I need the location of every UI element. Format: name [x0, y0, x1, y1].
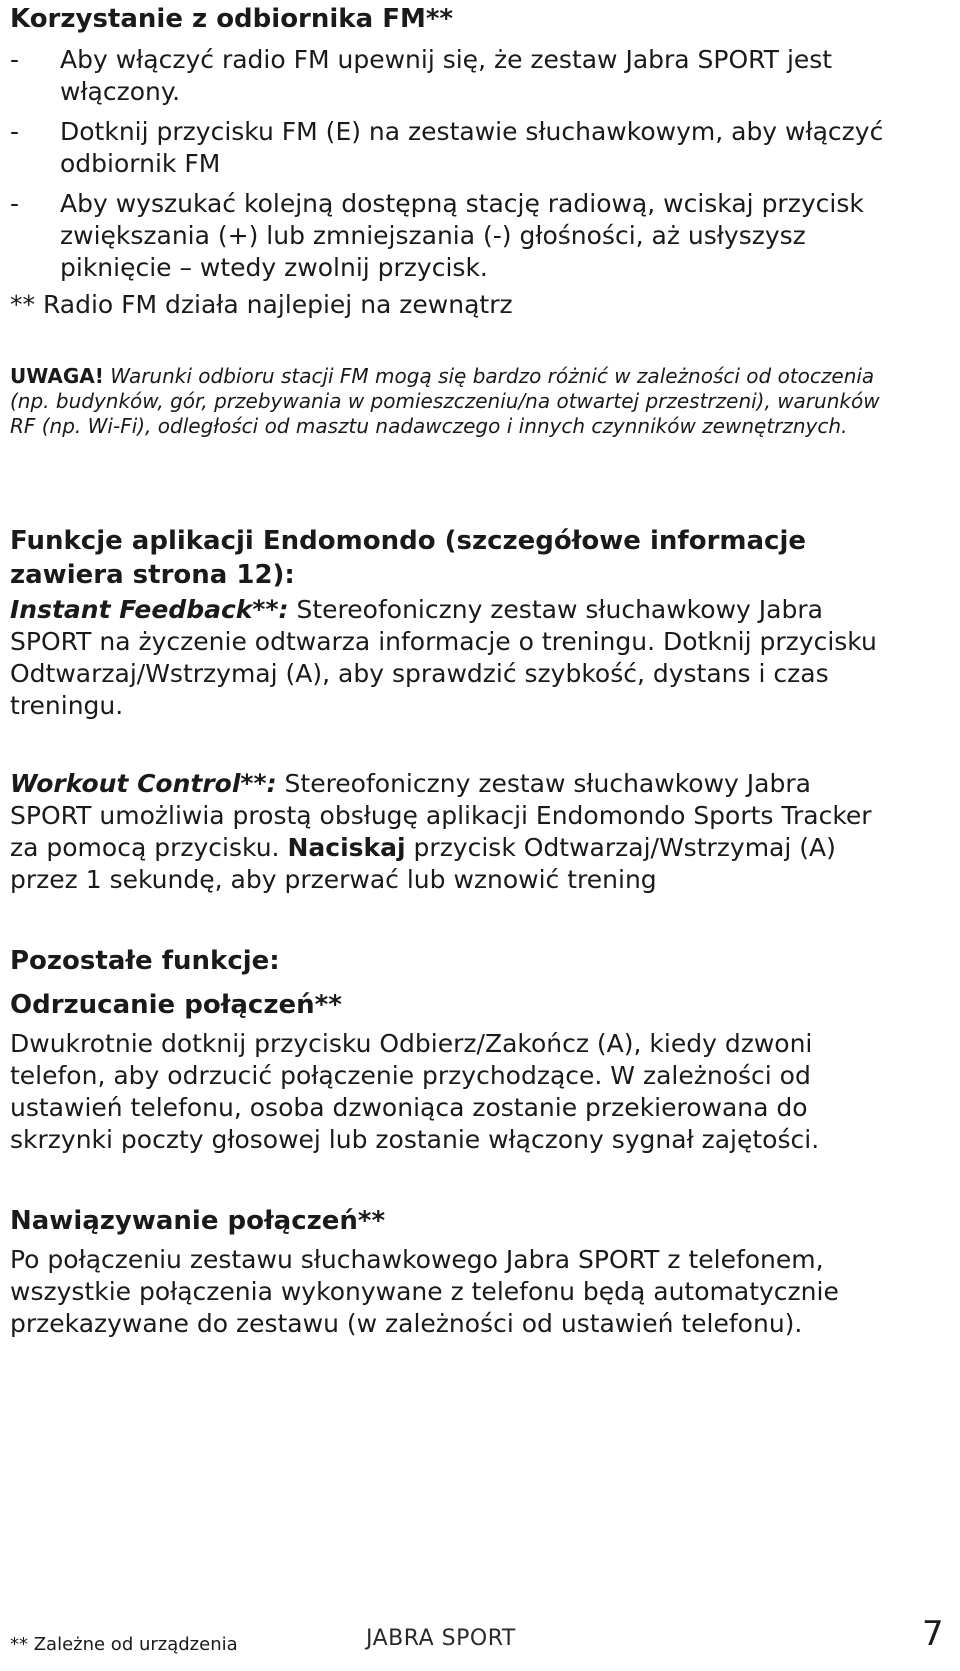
workout-control-strong: Naciskaj [287, 833, 406, 862]
workout-control-text: Stereofoniczny zestaw słuchawkowy Jabra SPORT umożliwia prostą obsługę aplikacji Endomondo Sports Tracker za pomocą przycisku. [10, 769, 872, 862]
list-dash: - [10, 189, 20, 218]
list-dash: - [10, 117, 20, 146]
warning-block [10, 364, 900, 439]
endomondo-heading: Funkcje aplikacji Endomondo (szczegółowe informacje zawiera strona 12): [10, 526, 806, 590]
dial-calls-paragraph: Po połączeniu zestawu słuchawkowego Jabra SPORT z telefonem, wszystkie połączenia wykonywane z telefonu będą automatycznie przekazywane do zestawu (w zależności od ustawień telefonu). [10, 1245, 839, 1338]
fm-item-text: Aby włączyć radio FM upewnij się, że zestaw Jabra SPORT jest włączony. [60, 45, 833, 106]
reject-calls-paragraph: Dwukrotnie dotknij przycisku Odbierz/Zakończ (A), kiedy dzwoni telefon, aby odrzucić połączenie przychodzące. W zależności od ustawień telefonu, osoba dzwoniąca zostanie przekierowana do skrzynki poczty głosowej lub zostanie włączony sygnał zajętości. [10, 1029, 820, 1154]
reject-calls-heading: Odrzucanie połączeń** [10, 990, 342, 1020]
workout-control-label: Workout Control**: [10, 769, 277, 798]
fm-note: ** Radio FM działa najlepiej na zewnątrz [10, 290, 513, 319]
other-functions-heading: Pozostałe funkcje: [10, 946, 280, 976]
fm-heading: Korzystanie z odbiornika FM** [10, 4, 454, 34]
footer-note: ** Zależne od urządzenia [10, 1634, 238, 1655]
dial-calls-heading: Nawiązywanie połączeń** [10, 1206, 386, 1236]
footer-brand: JABRA SPORT [366, 1626, 516, 1651]
fm-item-text: Aby wyszukać kolejną dostępną stację radiową, wciskaj przycisk zwiększania (+) lub zmniejszania (-) głośności, aż usłyszysz piknięcie – wtedy zwolnij przycisk. [60, 189, 864, 282]
instant-feedback-paragraph [10, 594, 890, 722]
instant-feedback-text: Stereofoniczny zestaw słuchawkowy Jabra SPORT na życzenie odtwarza informacje o treningu. Dotknij przycisku Odtwarzaj/Wstrzymaj (A), aby sprawdzić szybkość, dystans i czas treningu. [10, 595, 877, 720]
workout-control-text-end: przycisk Odtwarzaj/Wstrzymaj (A) przez 1 sekundę, aby przerwać lub wznowić trening [10, 833, 836, 894]
instant-feedback-label: Instant Feedback**: [10, 595, 289, 624]
fm-item-text: Dotknij przycisku FM (E) na zestawie słuchawkowym, aby włączyć odbiornik FM [60, 117, 884, 178]
list-dash: - [10, 45, 20, 74]
warning-text: Warunki odbioru stacji FM mogą się bardzo różnić w zależności od otoczenia (np. budynków, gór, przebywania w pomieszczeniu/na otwartej przestrzeni), warunków RF (np. Wi-Fi), odległości od masztu nadawczego i innych czynników zewnętrznych. [10, 364, 880, 438]
warning-label: UWAGA! [10, 364, 104, 388]
page-number: 7 [922, 1614, 944, 1654]
workout-control-paragraph [10, 768, 890, 896]
